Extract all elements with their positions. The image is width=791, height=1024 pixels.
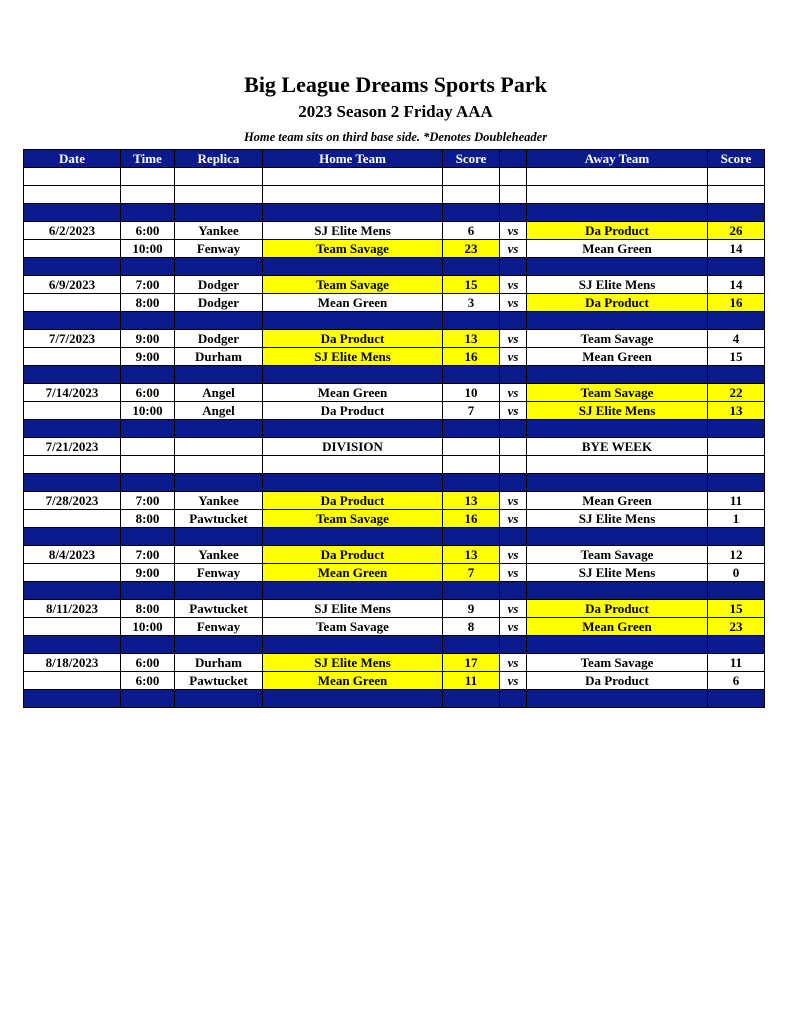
blank-row-cell (24, 456, 121, 474)
vs-label: vs (500, 402, 527, 420)
separator-row-cell (121, 420, 175, 438)
separator-row-cell (500, 204, 527, 222)
game-date: 8/18/2023 (24, 654, 121, 672)
away-score: 12 (708, 546, 765, 564)
vs-label: vs (500, 618, 527, 636)
separator-row-cell (443, 204, 500, 222)
game-field: Angel (175, 384, 263, 402)
separator-row-cell (24, 312, 121, 330)
separator-row-cell (263, 690, 443, 708)
game-date (24, 564, 121, 582)
game-row (24, 240, 765, 258)
game-date: 7/21/2023 (24, 438, 121, 456)
separator-row-cell (175, 528, 263, 546)
home-score: 13 (443, 546, 500, 564)
game-date (24, 294, 121, 312)
game-field: Dodger (175, 276, 263, 294)
game-date (24, 618, 121, 636)
away-score: 6 (708, 672, 765, 690)
home-team: Team Savage (263, 618, 443, 636)
blank-row-cell (24, 186, 121, 204)
page-note: Home team sits on third base side. *Denotes Doubleheader (243, 130, 548, 144)
separator-row-cell (24, 258, 121, 276)
separator-row (24, 312, 765, 330)
separator-row-cell (500, 258, 527, 276)
schedule-table (23, 149, 765, 708)
separator-row-cell (443, 582, 500, 600)
home-team: Da Product (263, 492, 443, 510)
separator-row-cell (24, 690, 121, 708)
blank-row-cell (263, 168, 443, 186)
separator-row-cell (175, 258, 263, 276)
vs-label: vs (500, 510, 527, 528)
home-score: 16 (443, 510, 500, 528)
away-team: Mean Green (527, 492, 708, 510)
game-field: Durham (175, 348, 263, 366)
blank-row-cell (708, 186, 765, 204)
game-field: Yankee (175, 546, 263, 564)
game-time: 9:00 (121, 564, 175, 582)
blank-row-cell (443, 456, 500, 474)
separator-row (24, 636, 765, 654)
separator-row (24, 690, 765, 708)
game-date (24, 510, 121, 528)
separator-row-cell (175, 312, 263, 330)
separator-row-cell (708, 420, 765, 438)
separator-row-cell (443, 312, 500, 330)
page-subtitle: 2023 Season 2 Friday AAA (298, 102, 493, 121)
game-date (24, 672, 121, 690)
blank-row-cell (175, 186, 263, 204)
away-team: Mean Green (527, 348, 708, 366)
separator-row-cell (121, 636, 175, 654)
game-row (24, 546, 765, 564)
separator-row-cell (263, 582, 443, 600)
header-vs (500, 150, 527, 168)
game-row (24, 564, 765, 582)
game-time: 10:00 (121, 402, 175, 420)
game-time: 6:00 (121, 384, 175, 402)
game-row (24, 384, 765, 402)
away-score: 4 (708, 330, 765, 348)
game-field: Yankee (175, 492, 263, 510)
separator-row-cell (527, 690, 708, 708)
separator-row (24, 420, 765, 438)
blank-row-cell (121, 456, 175, 474)
vs-label: vs (500, 276, 527, 294)
separator-row-cell (263, 474, 443, 492)
header-home-score: Score (443, 150, 500, 168)
vs-label: vs (500, 654, 527, 672)
blank-row-cell (527, 456, 708, 474)
game-field: Yankee (175, 222, 263, 240)
separator-row-cell (24, 474, 121, 492)
separator-row-cell (708, 366, 765, 384)
separator-row-cell (263, 204, 443, 222)
separator-row-cell (708, 690, 765, 708)
vs-cell (500, 438, 527, 456)
game-time: 6:00 (121, 672, 175, 690)
home-score: 11 (443, 672, 500, 690)
separator-row-cell (263, 636, 443, 654)
blank-row-cell (263, 186, 443, 204)
game-row (24, 402, 765, 420)
home-score: 8 (443, 618, 500, 636)
separator-row-cell (527, 528, 708, 546)
game-time: 9:00 (121, 348, 175, 366)
separator-row-cell (708, 582, 765, 600)
away-team: SJ Elite Mens (527, 510, 708, 528)
game-date: 8/4/2023 (24, 546, 121, 564)
bye-label-left: DIVISION (263, 438, 443, 456)
separator-row-cell (24, 204, 121, 222)
home-team: Team Savage (263, 510, 443, 528)
away-team: SJ Elite Mens (527, 564, 708, 582)
vs-label: vs (500, 240, 527, 258)
vs-label: vs (500, 330, 527, 348)
home-score: 13 (443, 330, 500, 348)
separator-row (24, 528, 765, 546)
header-away-team: Away Team (527, 150, 708, 168)
header-date: Date (24, 150, 121, 168)
game-field: Fenway (175, 240, 263, 258)
home-score: 15 (443, 276, 500, 294)
vs-label: vs (500, 294, 527, 312)
separator-row-cell (24, 636, 121, 654)
vs-label: vs (500, 492, 527, 510)
separator-row-cell (24, 366, 121, 384)
blank-row (24, 168, 765, 186)
away-team: Da Product (527, 672, 708, 690)
home-score: 7 (443, 402, 500, 420)
away-team: Da Product (527, 222, 708, 240)
separator-row-cell (121, 312, 175, 330)
blank-row-cell (443, 186, 500, 204)
blank-row-cell (527, 168, 708, 186)
separator-row-cell (500, 582, 527, 600)
game-time: 8:00 (121, 510, 175, 528)
separator-row-cell (175, 582, 263, 600)
game-time: 10:00 (121, 240, 175, 258)
home-team: Team Savage (263, 240, 443, 258)
separator-row-cell (121, 474, 175, 492)
away-team: Mean Green (527, 240, 708, 258)
away-score: 11 (708, 654, 765, 672)
game-time: 9:00 (121, 330, 175, 348)
home-team: Da Product (263, 330, 443, 348)
separator-row-cell (527, 366, 708, 384)
blank-row-cell (708, 168, 765, 186)
game-time: 8:00 (121, 294, 175, 312)
game-time: 7:00 (121, 492, 175, 510)
game-time: 8:00 (121, 600, 175, 618)
separator-row-cell (443, 366, 500, 384)
separator-row-cell (527, 582, 708, 600)
blank-row-cell (175, 168, 263, 186)
game-field: Pawtucket (175, 600, 263, 618)
home-score: 13 (443, 492, 500, 510)
home-score: 9 (443, 600, 500, 618)
separator-row-cell (443, 690, 500, 708)
away-score: 26 (708, 222, 765, 240)
blank-row-cell (263, 456, 443, 474)
away-team: Da Product (527, 294, 708, 312)
game-date: 6/9/2023 (24, 276, 121, 294)
separator-row-cell (500, 366, 527, 384)
home-score: 23 (443, 240, 500, 258)
home-score: 6 (443, 222, 500, 240)
home-team: Mean Green (263, 564, 443, 582)
game-field: Pawtucket (175, 510, 263, 528)
separator-row-cell (527, 258, 708, 276)
game-field: Fenway (175, 564, 263, 582)
separator-row-cell (708, 636, 765, 654)
separator-row-cell (24, 582, 121, 600)
separator-row-cell (500, 474, 527, 492)
separator-row-cell (263, 528, 443, 546)
separator-row-cell (527, 204, 708, 222)
page-title: Big League Dreams Sports Park (244, 72, 547, 97)
separator-row-cell (443, 636, 500, 654)
schedule-body (24, 168, 765, 708)
separator-row-cell (443, 420, 500, 438)
vs-label: vs (500, 384, 527, 402)
game-field (175, 438, 263, 456)
home-team: Team Savage (263, 276, 443, 294)
away-team: SJ Elite Mens (527, 402, 708, 420)
separator-row-cell (500, 528, 527, 546)
blank-row (24, 456, 765, 474)
separator-row-cell (527, 636, 708, 654)
game-row (24, 348, 765, 366)
separator-row-cell (121, 690, 175, 708)
blank-row (24, 186, 765, 204)
blank-row-cell (500, 456, 527, 474)
home-team: Mean Green (263, 672, 443, 690)
game-date: 6/2/2023 (24, 222, 121, 240)
away-score: 14 (708, 276, 765, 294)
blank-row-cell (443, 168, 500, 186)
separator-row-cell (708, 312, 765, 330)
separator-row-cell (500, 312, 527, 330)
away-score: 15 (708, 600, 765, 618)
blank-row-cell (175, 456, 263, 474)
header-away-score: Score (708, 150, 765, 168)
away-score (708, 438, 765, 456)
away-score: 22 (708, 384, 765, 402)
away-team: Da Product (527, 600, 708, 618)
game-time: 7:00 (121, 276, 175, 294)
game-date: 7/7/2023 (24, 330, 121, 348)
home-score: 7 (443, 564, 500, 582)
home-team: SJ Elite Mens (263, 600, 443, 618)
vs-label: vs (500, 348, 527, 366)
game-row (24, 276, 765, 294)
blank-row-cell (527, 186, 708, 204)
game-row (24, 510, 765, 528)
game-row (24, 330, 765, 348)
blank-row-cell (708, 456, 765, 474)
separator-row-cell (500, 636, 527, 654)
home-score: 3 (443, 294, 500, 312)
separator-row-cell (24, 528, 121, 546)
separator-row-cell (121, 258, 175, 276)
game-date (24, 402, 121, 420)
game-row (24, 294, 765, 312)
separator-row-cell (121, 204, 175, 222)
header-time: Time (121, 150, 175, 168)
away-team: SJ Elite Mens (527, 276, 708, 294)
away-team: Team Savage (527, 384, 708, 402)
game-date (24, 240, 121, 258)
game-row (24, 222, 765, 240)
game-row (24, 618, 765, 636)
separator-row-cell (121, 528, 175, 546)
separator-row-cell (443, 474, 500, 492)
away-score: 14 (708, 240, 765, 258)
away-score: 16 (708, 294, 765, 312)
home-team: Da Product (263, 402, 443, 420)
separator-row (24, 258, 765, 276)
separator-row-cell (527, 420, 708, 438)
home-score: 16 (443, 348, 500, 366)
separator-row (24, 474, 765, 492)
game-field: Dodger (175, 294, 263, 312)
home-team: SJ Elite Mens (263, 348, 443, 366)
game-row (24, 654, 765, 672)
separator-row-cell (175, 690, 263, 708)
separator-row-cell (443, 258, 500, 276)
separator-row-cell (121, 366, 175, 384)
separator-row-cell (24, 420, 121, 438)
vs-label: vs (500, 564, 527, 582)
game-row (24, 672, 765, 690)
away-score: 0 (708, 564, 765, 582)
home-team: Mean Green (263, 384, 443, 402)
header-replica: Replica (175, 150, 263, 168)
home-team: Mean Green (263, 294, 443, 312)
separator-row-cell (708, 474, 765, 492)
game-date: 8/11/2023 (24, 600, 121, 618)
away-score: 15 (708, 348, 765, 366)
game-time: 6:00 (121, 654, 175, 672)
separator-row-cell (708, 528, 765, 546)
away-score: 23 (708, 618, 765, 636)
separator-row-cell (175, 366, 263, 384)
separator-row-cell (500, 420, 527, 438)
separator-row-cell (175, 636, 263, 654)
blank-row-cell (121, 168, 175, 186)
away-score: 11 (708, 492, 765, 510)
away-team: Team Savage (527, 330, 708, 348)
separator-row-cell (175, 474, 263, 492)
separator-row-cell (121, 582, 175, 600)
away-team: Team Savage (527, 546, 708, 564)
header-row (24, 150, 765, 168)
home-team: Da Product (263, 546, 443, 564)
game-field: Angel (175, 402, 263, 420)
separator-row (24, 582, 765, 600)
blank-row-cell (500, 168, 527, 186)
separator-row-cell (443, 528, 500, 546)
separator-row-cell (527, 474, 708, 492)
separator-row-cell (263, 312, 443, 330)
header-home-team: Home Team (263, 150, 443, 168)
separator-row-cell (500, 690, 527, 708)
away-score: 1 (708, 510, 765, 528)
vs-label: vs (500, 600, 527, 618)
home-score: 17 (443, 654, 500, 672)
vs-label: vs (500, 222, 527, 240)
separator-row (24, 204, 765, 222)
separator-row-cell (175, 204, 263, 222)
vs-label: vs (500, 672, 527, 690)
separator-row-cell (175, 420, 263, 438)
game-date: 7/28/2023 (24, 492, 121, 510)
bye-label-right: BYE WEEK (527, 438, 708, 456)
home-team: SJ Elite Mens (263, 222, 443, 240)
separator-row-cell (527, 312, 708, 330)
blank-row-cell (500, 186, 527, 204)
away-team: Mean Green (527, 618, 708, 636)
bye-week-row (24, 438, 765, 456)
away-team: Team Savage (527, 654, 708, 672)
separator-row-cell (263, 366, 443, 384)
game-field: Pawtucket (175, 672, 263, 690)
game-time: 7:00 (121, 546, 175, 564)
game-date (24, 348, 121, 366)
blank-row-cell (24, 168, 121, 186)
separator-row-cell (263, 420, 443, 438)
separator-row-cell (263, 258, 443, 276)
game-field: Dodger (175, 330, 263, 348)
game-time: 10:00 (121, 618, 175, 636)
blank-row-cell (121, 186, 175, 204)
home-team: SJ Elite Mens (263, 654, 443, 672)
game-row (24, 492, 765, 510)
game-field: Fenway (175, 618, 263, 636)
game-date: 7/14/2023 (24, 384, 121, 402)
game-field: Durham (175, 654, 263, 672)
separator-row-cell (708, 258, 765, 276)
game-time: 6:00 (121, 222, 175, 240)
away-score: 13 (708, 402, 765, 420)
game-time (121, 438, 175, 456)
separator-row-cell (708, 204, 765, 222)
vs-label: vs (500, 546, 527, 564)
home-score (443, 438, 500, 456)
game-row (24, 600, 765, 618)
separator-row (24, 366, 765, 384)
home-score: 10 (443, 384, 500, 402)
